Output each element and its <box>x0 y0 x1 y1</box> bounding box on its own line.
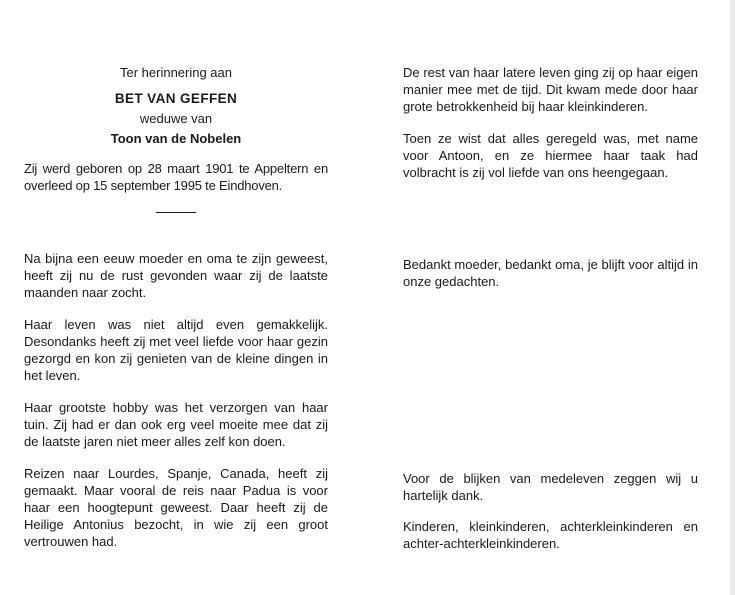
paragraph: Reizen naar Lourdes, Spanje, Canada, heeft zij gemaakt. Maar vooral de reis naar Padua is voor haar een hoogtepunt geweest. Daar heeft zij de Heilige Antonius bezocht, in wie zij een groot vertrouwen had. <box>24 466 328 549</box>
paragraph: De rest van haar latere leven ging zij op haar eigen manier mee met de tijd. Dit kwam mede door haar grote betrokkenheid bij haar kleinkinderen. <box>403 65 698 114</box>
closing-block <box>403 470 698 566</box>
paragraph: Toen ze wist dat alles geregeld was, met name voor Antoon, en ze hiermee haar taak had volbracht is zij vol liefde van ons heengegaan. <box>403 131 698 180</box>
widow-of-label: weduwe van <box>139 111 213 126</box>
paragraph: Na bijna een eeuw moeder en oma te zijn geweest, heeft zij nu de rust gevonden waar zij de laatste maanden naar zocht. <box>24 251 328 300</box>
family-signature: Kinderen, kleinkinderen, achterkleinkinderen en achter-achterkleinkinderen. <box>403 519 698 551</box>
divider-line <box>156 212 196 213</box>
left-body <box>24 250 328 565</box>
spouse-name: Toon van de Nobelen <box>110 131 242 146</box>
paragraph: Haar grootste hobby was het verzorgen van haar tuin. Zij had er dan ook erg veel moeite mee dat zij de laatste jaren niet meer alles zelf kon doen. <box>24 400 328 449</box>
left-header <box>24 64 328 213</box>
closing-thanks: Voor de blijken van medeleven zeggen wij u hartelijk dank. <box>403 471 698 503</box>
thanks-block <box>403 256 698 290</box>
page-edge <box>729 0 735 595</box>
paragraph: Haar leven was niet altijd even gemakkelijk. Desondanks heeft zij met veel liefde voor haar gezin gezorgd en kon zij genieten van de kleine dingen in het leven. <box>24 317 328 383</box>
birth-death-dates: Zij werd geboren op 28 maart 1901 te Appeltern en overleed op 15 september 1995 te Eindhoven. <box>24 161 328 193</box>
right-body <box>403 64 698 196</box>
deceased-name: BET VAN GEFFEN <box>114 91 238 106</box>
intro-text: Ter herinnering aan <box>119 65 233 80</box>
thanks-text: Bedankt moeder, bedankt oma, je blijft voor altijd in onze gedachten. <box>403 257 698 289</box>
